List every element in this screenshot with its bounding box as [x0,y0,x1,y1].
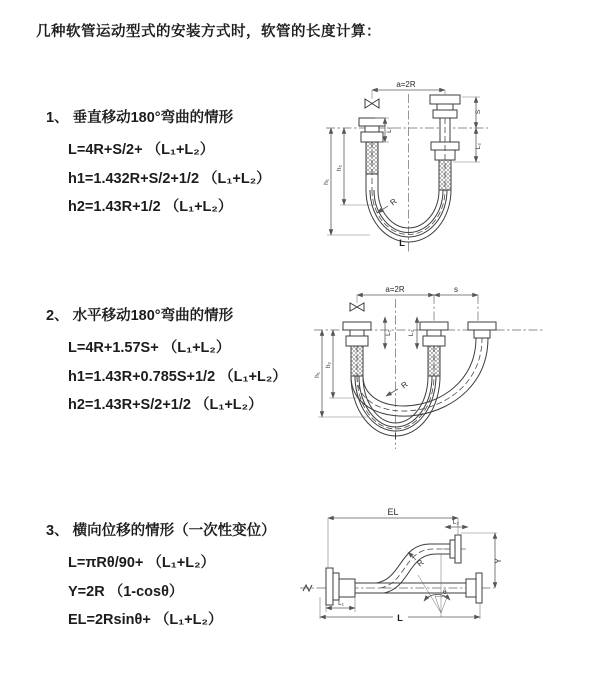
dimension-a2r [357,285,434,295]
dim-label-l2: L₂ [452,519,460,526]
formula-line: EL=2Rsinθ+ （L₁+L₂） [68,612,223,628]
valve-icon [350,303,364,311]
formula-list [68,136,271,222]
dim-label-r: R [415,557,426,569]
formula-line: h2=1.43R+1/2 （L₁+L₂） [68,199,233,215]
dimension-l1 [385,317,392,349]
dim-label-s: s [454,285,458,294]
radius-callout [386,380,410,396]
dim-label-l2: L₂ [475,142,482,150]
hose-original-position [351,346,440,436]
valve-icon [365,99,379,108]
formula-line: h1=1.432R+S/2+1/2 （L₁+L₂） [68,170,271,187]
dim-label-s: S [475,109,482,115]
centerline-break-mark [303,585,312,591]
dim-label-length: L [397,613,403,624]
dim-label-l1: L₁ [338,600,344,607]
diagram-vertical-180-ubend [318,72,518,257]
section-lateral-displacement [46,519,276,635]
formula-list [68,549,276,635]
right-flange-fitting [466,573,482,603]
formula-line: L=4R+S/2+ （L₁+L₂） [68,142,215,158]
formula-line: h1=1.43R+0.785S+1/2 （L₁+L₂） [68,368,287,385]
formula-line: Y=2R （1-cosθ） [68,583,184,600]
dim-label-el: EL [387,507,399,517]
diagram-horizontal-180-ubend [310,287,550,462]
moved-flange-fitting [468,322,496,338]
formula-line: L=4R+1.57S+ （L₁+L₂） [68,340,231,356]
dimension-h1 [323,128,370,235]
section-heading: 3、 横向位移的情形（一次性变位） [46,523,276,539]
dim-label-h1: h₁ [314,372,321,378]
radius-callout [408,552,426,568]
section-vertical-180 [46,106,271,222]
dimension-l [320,597,480,624]
formula-list [68,334,287,420]
dimension-s [462,97,482,128]
dim-label-l1: L₁ [386,127,393,133]
dim-label-l2: L₂ [408,329,415,337]
dim-label-r: R [399,379,410,391]
section-heading: 1、 垂直移动180°弯曲的情形 [46,110,234,126]
dim-label-h1: h₁ [323,179,330,185]
section-heading: 2、 水平移动180°弯曲的情形 [46,308,234,324]
dim-label-a2r: a=2R [396,80,416,89]
dimension-l2 [445,519,468,527]
dim-label-y: Y [494,558,503,564]
dimension-l2 [408,317,417,349]
page-title: 几种软管运动型式的安装方式时，软管的长度计算： [36,24,381,40]
dim-label-theta: θ [443,589,447,596]
top-flange-fitting [450,535,461,563]
dim-label-h2: h₂ [325,361,332,369]
dim-label-length: L [399,238,405,249]
dim-label-l1: L₁ [385,330,392,336]
dim-label-h2: h₂ [336,164,343,172]
formula-line: h2=1.43R+S/2+1/2 （L₁+L₂） [68,397,263,413]
section-horizontal-180 [46,304,287,420]
dim-label-a2r: a=2R [385,285,405,294]
dimension-el [328,507,458,567]
formula-line: L=πRθ/90+ （L₁+L₂） [68,555,216,571]
dim-label-r: R [388,196,399,208]
dimension-s [434,285,478,295]
diagram-lateral-displacement [298,505,510,640]
hose-moved-position [351,338,488,416]
